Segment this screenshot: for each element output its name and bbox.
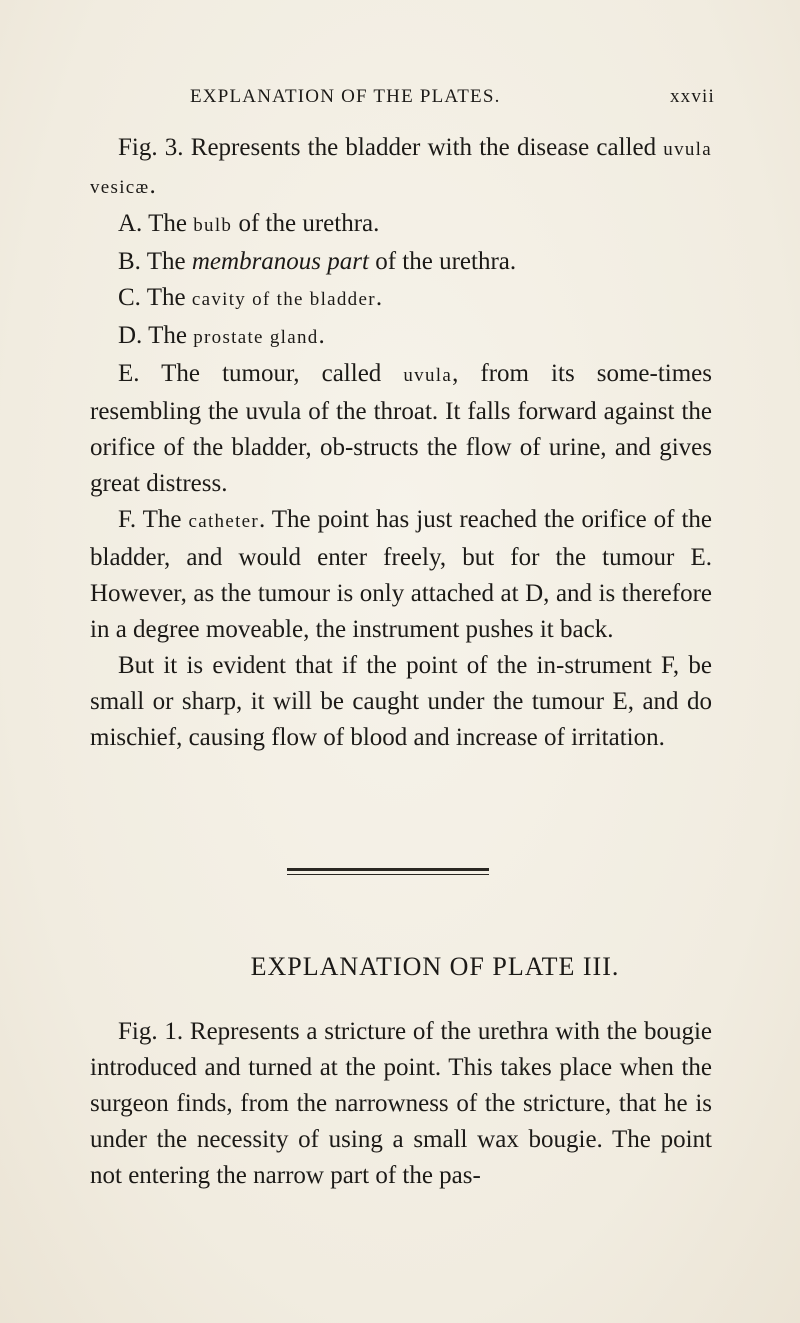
item-d-post: . [318, 322, 325, 349]
fig-3-paragraph [90, 130, 712, 206]
item-b-letter: B. [118, 248, 141, 275]
running-head-title: EXPLANATION OF THE PLATES. [190, 86, 501, 107]
page-number: xxvii [669, 86, 715, 107]
item-a-term: bulb [193, 215, 233, 236]
item-a [90, 206, 712, 244]
item-e [90, 356, 712, 502]
fig-1-label: Fig. 1. [118, 1018, 184, 1045]
divider-thin-rule [287, 874, 489, 875]
running-head [190, 86, 715, 116]
item-b [90, 244, 712, 280]
item-d-pre: The [142, 322, 194, 349]
item-c-term: cavity of the bladder [191, 289, 376, 310]
fig-3-end: . [149, 172, 156, 199]
item-c-post: . [375, 284, 383, 311]
fig-1-text: Represents a stricture of the urethra with the bougie introduced and turned at the point. This takes place when the surgeon finds, from the narrowness of the stricture, that he is under the necessity of using a small wax bougie. The point not entering the narrow part of the pas- [90, 1018, 712, 1189]
plate-iii-heading: EXPLANATION OF PLATE III. [250, 952, 620, 981]
item-e-post: , from its some-times resembling the uvula of the throat. It falls forward against the orifice of the bladder, ob-structs the flow of urine, and gives great distress. [90, 360, 712, 497]
item-a-letter: A. [118, 210, 143, 237]
item-c-pre: The [140, 284, 192, 311]
plate-ii-explanation [90, 130, 712, 756]
item-b-pre: The [140, 248, 192, 275]
section-divider [287, 868, 489, 875]
item-d-term: prostate gland [193, 327, 319, 348]
item-f [90, 502, 712, 648]
item-e-term: uvula [403, 365, 453, 386]
item-f-letter: F. [118, 506, 137, 533]
item-c-letter: C. [118, 284, 141, 311]
item-f-post: . The point has just reached the orifice of the bladder, and would enter freely, but for the tumour E. However, as the tumour is only attached at D, and is therefore in a degree moveable, the instrument pushes it back. [90, 506, 713, 643]
item-b-term: membranous part [191, 248, 369, 275]
item-f-term: catheter [188, 511, 260, 532]
plate-iii-explanation [90, 1014, 712, 1194]
item-c [90, 280, 712, 318]
fig-3-term: uvula vesicæ [90, 139, 712, 198]
item-d [90, 318, 712, 356]
divider-thick-rule [287, 868, 489, 871]
item-f-pre: The [136, 506, 189, 533]
item-b-post: of the urethra. [368, 248, 517, 275]
item-a-pre: The [142, 210, 194, 237]
fig-3-text: Represents the bladder with the disease called [183, 134, 664, 161]
item-a-post: of the urethra. [232, 210, 380, 237]
fig-3-label: Fig. 3. [118, 134, 184, 161]
item-e-pre: The tumour, called [139, 360, 404, 387]
item-e-letter: E. [118, 360, 140, 387]
fig-1-paragraph [90, 1014, 712, 1194]
but-paragraph: But it is evident that if the point of the in-strument F, be small or sharp, it will be caught under the tumour E, and do mischief, causing flow of blood and increase of irritation. [90, 652, 712, 751]
item-d-letter: D. [118, 322, 143, 349]
